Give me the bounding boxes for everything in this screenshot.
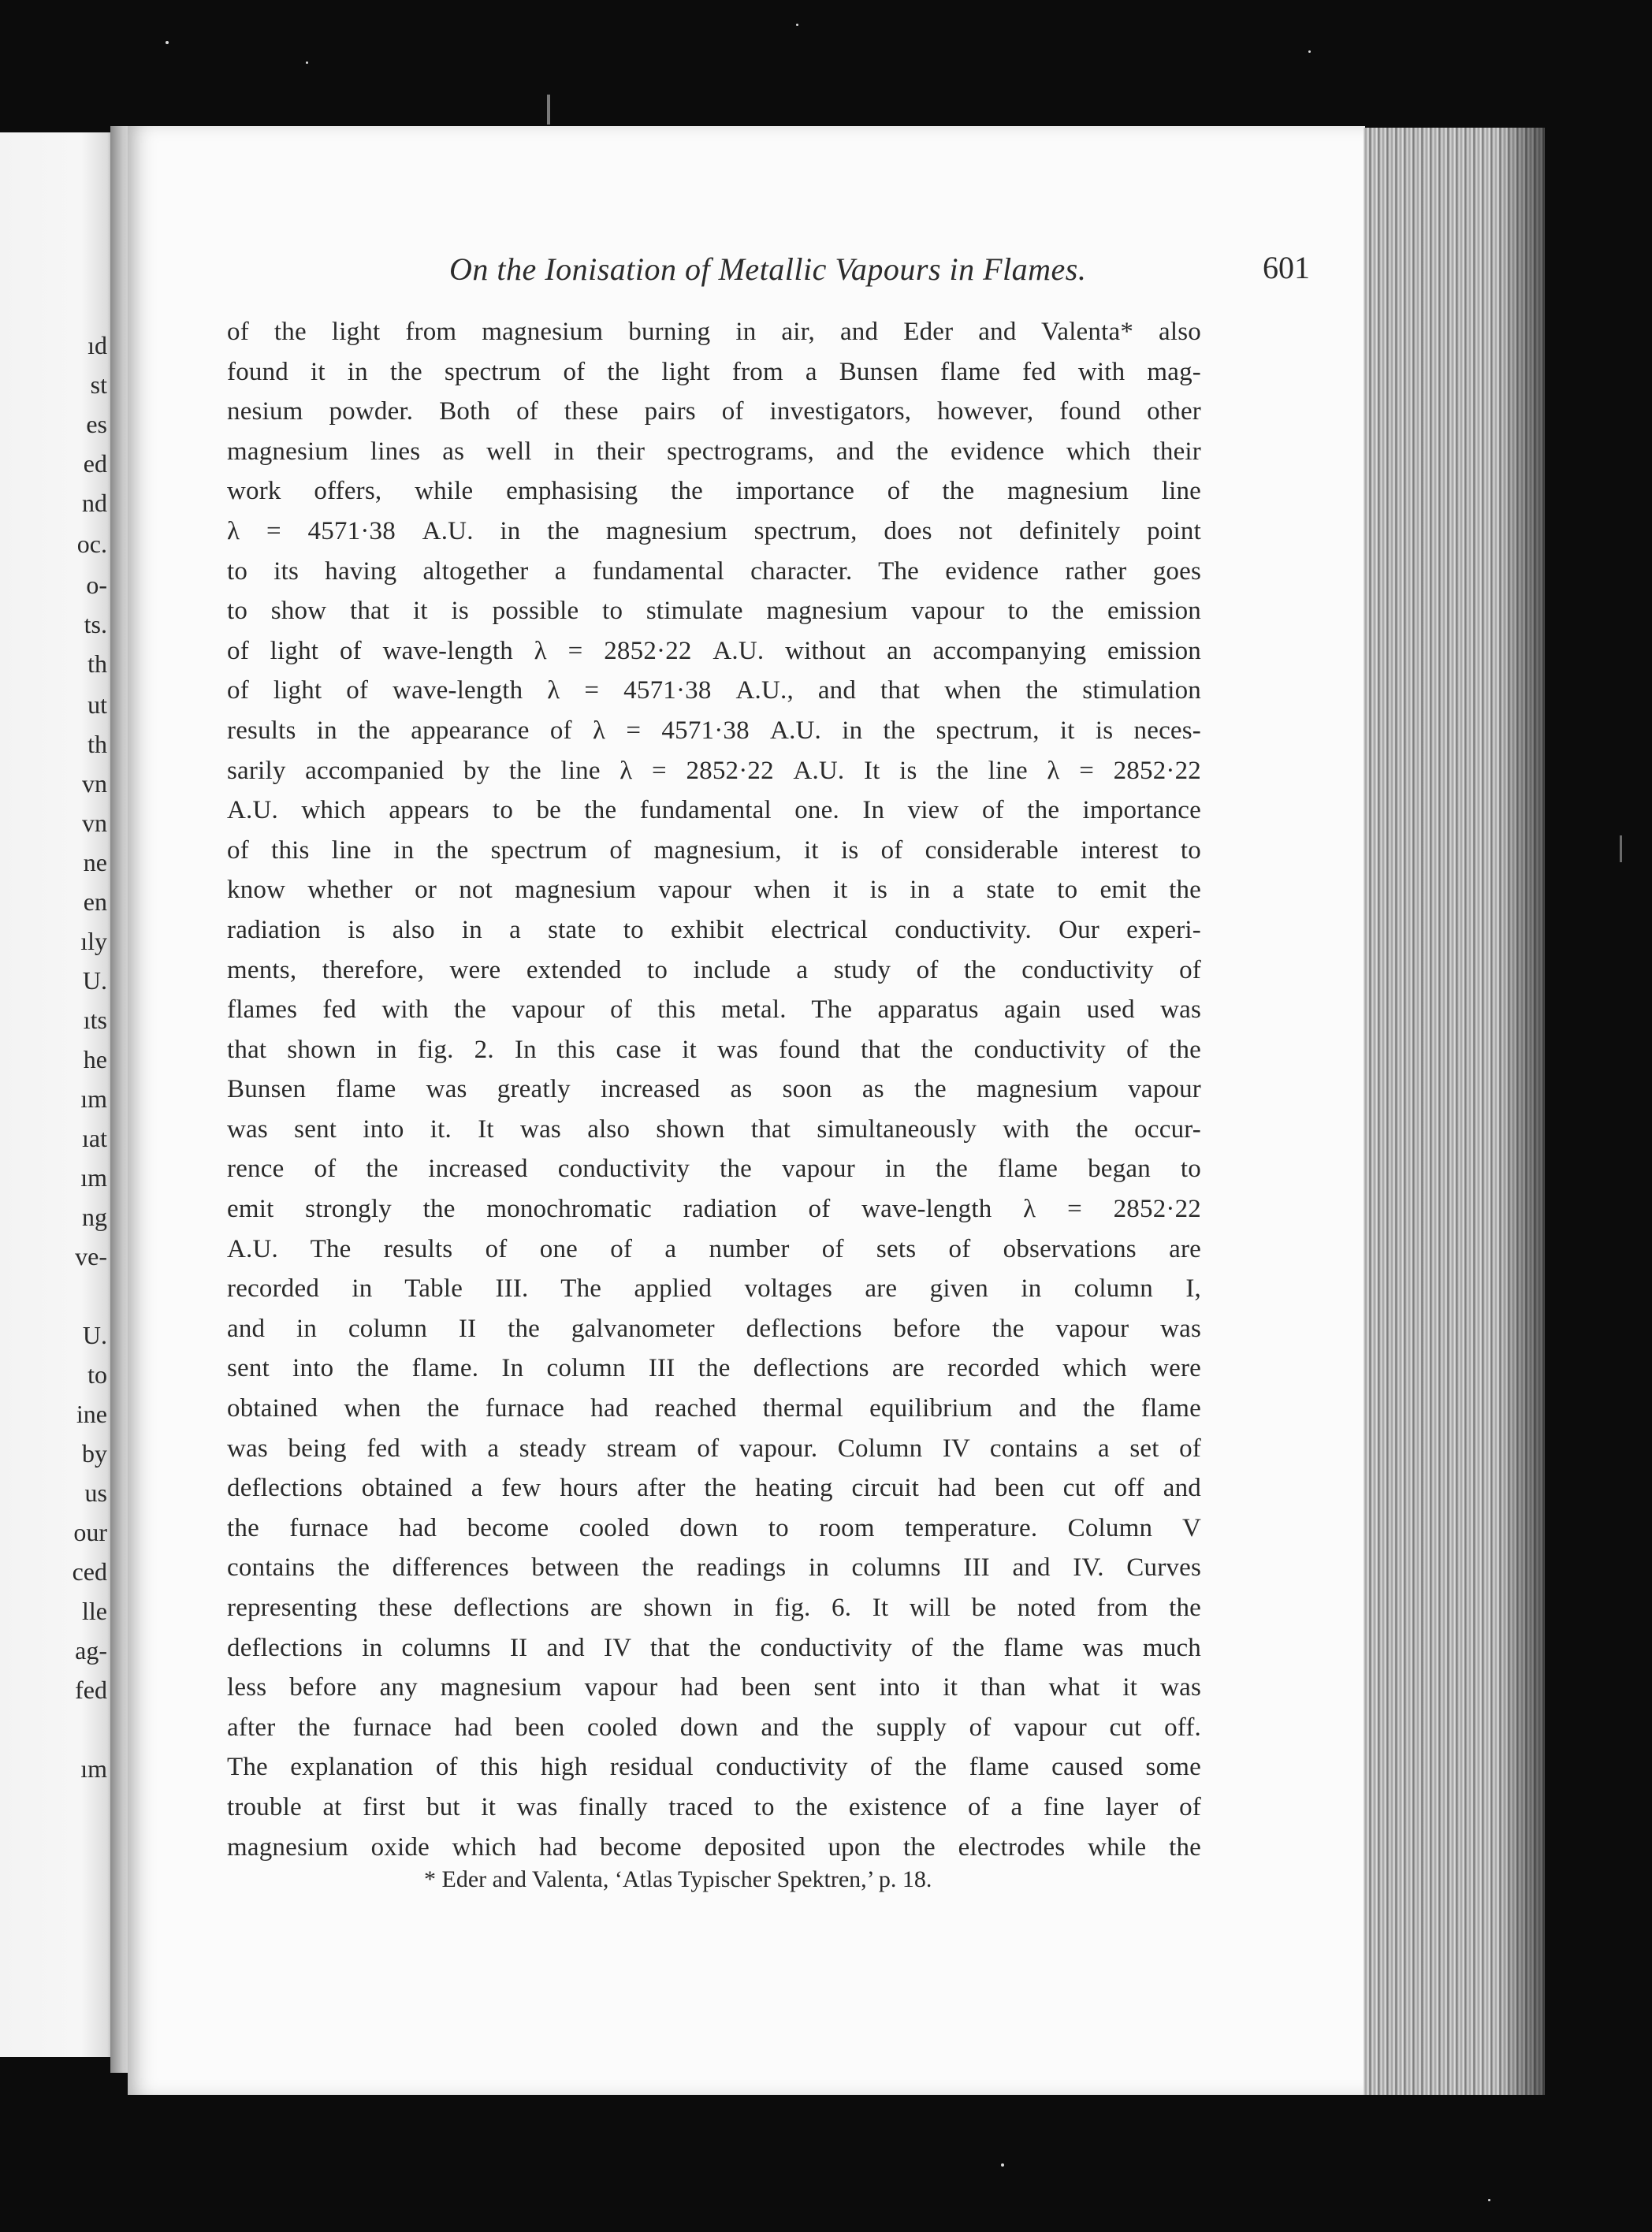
text-line: found it in the spectrum of the light from a Bunsen flame fed with mag- — [227, 357, 1201, 386]
previous-page-fragment: ag- — [75, 1636, 107, 1665]
previous-page-fragment: vn — [82, 809, 107, 837]
text-line: and in column II the galvanometer deflections before the vapour was — [227, 1314, 1201, 1343]
dust-speck — [166, 41, 169, 44]
previous-page-fragment: U. — [82, 966, 107, 995]
scan-mark — [547, 95, 550, 125]
text-line: was being fed with a steady stream of vapour. Column IV contains a set of — [227, 1434, 1201, 1463]
previous-page-fragment: ut — [87, 690, 107, 719]
text-line: sent into the flame. In column III the deflections are recorded which were — [227, 1354, 1201, 1383]
text-line: ments, therefore, were extended to include a study of the conductivity of — [227, 955, 1201, 984]
text-line: results in the appearance of λ = 4571·38 A.U. in the spectrum, it is neces- — [227, 716, 1201, 745]
dust-speck — [1308, 50, 1311, 53]
previous-page-fragment: ve- — [75, 1242, 107, 1270]
running-title: On the Ionisation of Metallic Vapours in Flames. — [449, 251, 1087, 287]
text-line: A.U. which appears to be the fundamental one. In view of the importance — [227, 796, 1201, 825]
dust-speck — [1001, 2163, 1004, 2167]
text-line: deflections in columns II and IV that the conductivity of the flame was much — [227, 1633, 1201, 1662]
text-line: to show that it is possible to stimulate magnesium vapour to the emission — [227, 597, 1201, 626]
text-line: flames fed with the vapour of this metal. The apparatus again used was — [227, 995, 1201, 1025]
scan-mark — [1620, 835, 1622, 862]
previous-page-fragment: us — [84, 1479, 107, 1507]
previous-page-fragment: ıly — [80, 927, 107, 955]
previous-page-fragment: th — [87, 649, 107, 678]
text-line: was sent into it. It was also shown that simultaneously with the occur- — [227, 1114, 1201, 1144]
previous-page-fragment: lle — [82, 1597, 107, 1625]
previous-page-fragment: ne — [83, 848, 107, 876]
previous-page-fragment: by — [82, 1439, 107, 1468]
previous-page-fragment: es — [86, 410, 107, 438]
page — [128, 126, 1365, 2095]
previous-page-fragment: to — [87, 1360, 107, 1389]
text-line: nesium powder. Both of these pairs of investigators, however, found other — [227, 397, 1201, 426]
text-line: less before any magnesium vapour had been sent into it than what it was — [227, 1673, 1201, 1702]
text-line: recorded in Table III. The applied voltages are given in column I, — [227, 1274, 1201, 1304]
text-line: A.U. The results of one of a number of sets of observations are — [227, 1234, 1201, 1263]
text-line: rence of the increased conductivity the vapour in the flame began to — [227, 1155, 1201, 1184]
previous-page-fragment: ine — [76, 1400, 107, 1428]
text-line: representing these deflections are shown in fig. 6. It will be noted from the — [227, 1594, 1201, 1622]
previous-page-fragment: nd — [82, 489, 107, 517]
page-edges-stack — [1364, 128, 1545, 2095]
text-line: of this line in the spectrum of magnesium, it is of considerable interest to — [227, 835, 1201, 865]
text-line: contains the differences between the readings in columns III and IV. Curves — [227, 1553, 1201, 1583]
previous-page-fragment: st — [90, 370, 107, 399]
previous-page-fragment: U. — [82, 1321, 107, 1349]
previous-page-fragment: ed — [83, 449, 107, 478]
previous-page-fragment: ıd — [87, 331, 107, 359]
text-line: trouble at first but it was finally traced to the existence of a fine layer of — [227, 1792, 1201, 1821]
previous-page-fragment: ım — [80, 1084, 107, 1113]
previous-page-fragment: fed — [75, 1676, 107, 1704]
previous-page-fragment: o- — [86, 571, 107, 599]
text-line: emit strongly the monochromatic radiation of wave-length λ = 2852·22 — [227, 1195, 1201, 1224]
text-line: radiation is also in a state to exhibit electrical conductivity. Our experi- — [227, 915, 1201, 944]
previous-page-fragment: en — [83, 887, 107, 916]
text-line: of the light from magnesium burning in air, and Eder and Valenta* also — [227, 318, 1201, 346]
previous-page-fragment: he — [83, 1045, 107, 1073]
previous-page-fragment: ng — [82, 1203, 107, 1231]
previous-page-fragment: vn — [82, 769, 107, 798]
text-line: sarily accompanied by the line λ = 2852·22 A.U. It is the line λ = 2852·22 — [227, 756, 1201, 785]
text-line: obtained when the furnace had reached thermal equilibrium and the flame — [227, 1394, 1201, 1423]
text-line: know whether or not magnesium vapour when it is in a state to emit the — [227, 876, 1201, 905]
footnote: * Eder and Valenta, ‘Atlas Typischer Spektren,’ p. 18. — [424, 1866, 932, 1892]
dust-speck — [1488, 2199, 1490, 2201]
previous-page-edge — [0, 132, 117, 2057]
text-line: after the furnace had been cooled down and the supply of vapour cut off. — [227, 1713, 1201, 1742]
text-line: magnesium oxide which had become deposited upon the electrodes while the — [227, 1832, 1201, 1862]
text-line: of light of wave-length λ = 2852·22 A.U. without an accompanying emission — [227, 636, 1201, 665]
text-line: deflections obtained a few hours after the heating circuit had been cut off and — [227, 1474, 1201, 1503]
previous-page-fragment: our — [73, 1518, 107, 1546]
text-line: magnesium lines as well in their spectrograms, and the evidence which their — [227, 437, 1201, 466]
previous-page-fragment: ım — [80, 1754, 107, 1783]
text-line: the furnace had become cooled down to room temperature. Column V — [227, 1513, 1201, 1542]
text-line: The explanation of this high residual conductivity of the flame caused some — [227, 1753, 1201, 1782]
dust-speck — [306, 61, 308, 64]
previous-page-fragment: th — [87, 730, 107, 758]
previous-page-fragment: ıts — [83, 1006, 107, 1034]
running-head — [325, 243, 1310, 290]
previous-page-fragment: ced — [72, 1557, 107, 1586]
text-line: λ = 4571·38 A.U. in the magnesium spectrum, does not definitely point — [227, 516, 1201, 545]
body-text — [227, 312, 1201, 1867]
previous-page-fragment: ıat — [82, 1124, 107, 1152]
previous-page-fragment: ım — [80, 1163, 107, 1192]
dust-speck — [796, 24, 798, 26]
text-line: work offers, while emphasising the importance of the magnesium line — [227, 477, 1201, 506]
previous-page-fragment: oc. — [76, 530, 107, 558]
text-line: Bunsen flame was greatly increased as soon as the magnesium vapour — [227, 1075, 1201, 1104]
page-number: 601 — [1263, 250, 1310, 285]
text-line: that shown in fig. 2. In this case it was found that the conductivity of the — [227, 1035, 1201, 1064]
previous-page-fragment: ts. — [84, 610, 107, 638]
text-line: to its having altogether a fundamental character. The evidence rather goes — [227, 556, 1201, 586]
text-line: of light of wave-length λ = 4571·38 A.U., and that when the stimulation — [227, 676, 1201, 705]
